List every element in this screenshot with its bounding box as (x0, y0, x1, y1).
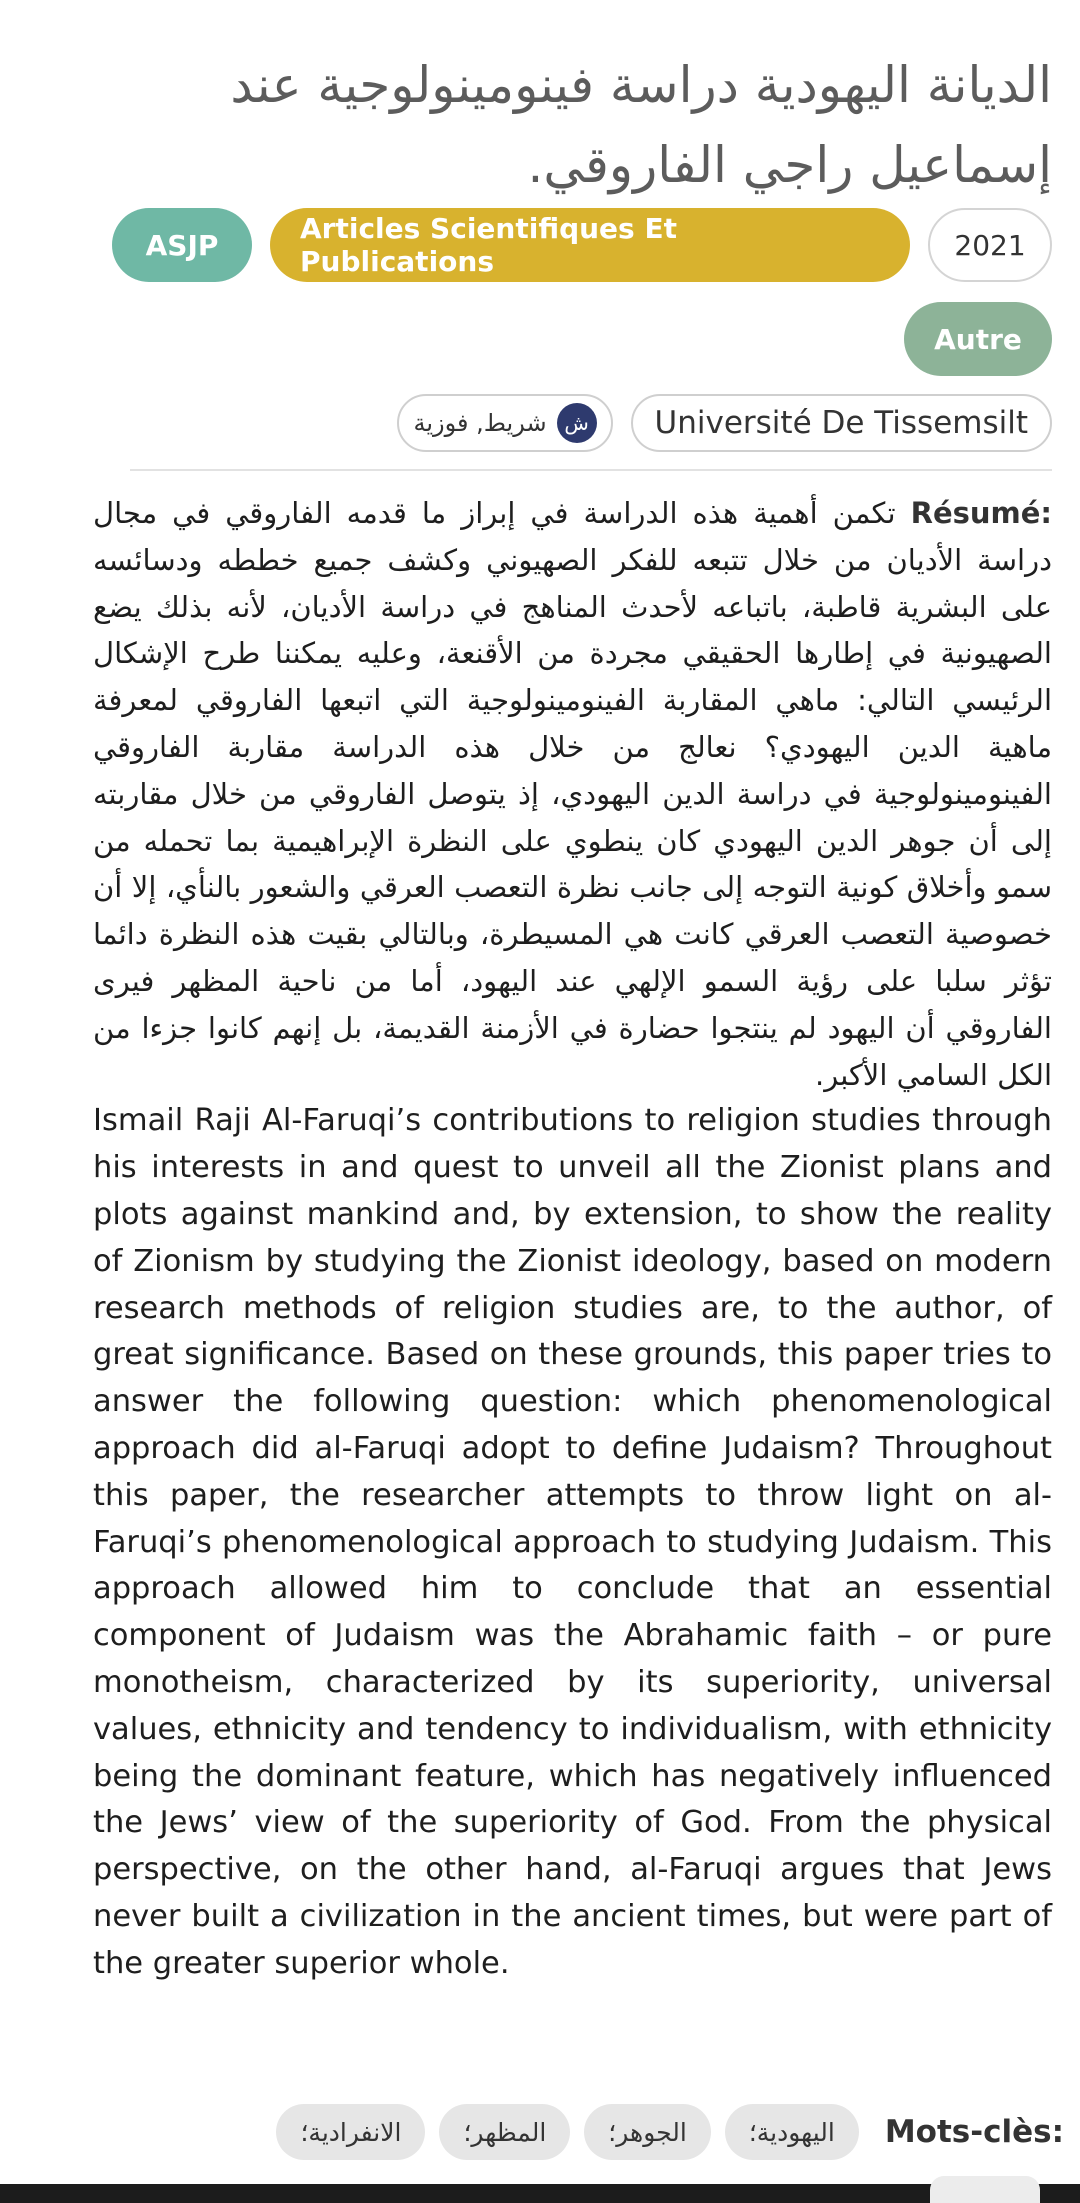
article-title: الديانة اليهودية دراسة فينومينولوجية عند إسماعيل راجي الفاروقي. (230, 56, 1052, 194)
university-chip[interactable]: Université De Tissemsilt (631, 394, 1052, 452)
keywords-row (190, 2104, 1064, 2160)
divider (130, 469, 1052, 471)
tags-row (100, 208, 1052, 282)
category-badge[interactable]: Articles Scientifiques Et Publications (270, 208, 910, 282)
type-badge[interactable]: Autre (904, 302, 1052, 376)
abstract-arabic (93, 490, 1052, 1098)
avatar: ش (557, 403, 597, 443)
keyword-chip[interactable]: اليهودية؛ (725, 2104, 859, 2160)
year-badge[interactable]: 2021 (928, 208, 1052, 282)
source-badge[interactable]: ASJP (112, 208, 252, 282)
keyword-chip[interactable]: الانفرادية؛ (276, 2104, 425, 2160)
keyword-chip[interactable]: الجوهر؛ (584, 2104, 711, 2160)
author-name: شريط, فوزية (413, 409, 547, 437)
abstract (93, 490, 1052, 1988)
affiliation-row (397, 394, 1052, 452)
bottom-sheet-handle[interactable] (930, 2176, 1040, 2203)
author-chip[interactable] (397, 394, 612, 452)
abstract-arabic-text: تكمن أهمية هذه الدراسة في إبراز ما قدمه الفاروقي في مجال دراسة الأديان من خلال تتبعه للفكر الصهيوني وكشف جميع خططه ودسائسه على البشرية قاطبة، باتباعه لأحدث المناهج في دراسة الأديان، لأنه بذلك يضع الصهيونية في إطارها الحقيقي مجردة من الأقنعة، وعليه يمكننا طرح الإشكال الرئيسي التالي: ماهي المقاربة الفينومينولوجية التي اتبعها الفاروقي لمعرفة ماهية الدين اليهودي؟ نعالج من خلال هذه الدراسة مقاربة الفاروقي الفينومينولوجية في دراسة الدين اليهودي، إذ يتوصل الفاروقي من خلال مقاربته إلى أن جوهر الدين اليهودي كان ينطوي على النظرة الإبراهيمية بما تحمله من سمو وأخلاق كونية التوجه إلى جانب نظرة التعصب العرقي والشعور بالنأي، إلا أن خصوصية التعصب العرقي كانت هي المسيطرة، وبالتالي بقيت هذه النظرة دائما تؤثر سلبا على رؤية السمو الإلهي عند اليهود، أما من ناحية المظهر فيرى الفاروقي أن اليهود لم ينتجوا حضارة في الأزمنة القديمة، بل إنهم كانوا جزءا من الكل السامي الأكبر. (93, 496, 1052, 1092)
keyword-chip[interactable]: المظهر؛ (439, 2104, 570, 2160)
keywords-label: Mots-clès: (884, 2114, 1064, 2150)
bottom-bar (0, 2184, 1080, 2203)
abstract-english-text: Ismail Raji Al-Faruqi’s contributions to religion studies through his interests in and quest to unveil all the Zionist plans and plots against mankind and, by extension, to show the reality of Zionism by studying the Zionist ideology, based on modern research methods of religion studies are, to the author, of great significance. Based on these grounds, this paper tries to answer the following question: which phenomenological approach did al-Faruqi adopt to define Judaism? Throughout this paper, the researcher attempts to throw light on al-Faruqi’s phenomenological approach to studying Judaism. This approach allowed him to conclude that an essential component of Judaism was the Abrahamic faith – or pure monotheism, characterized by its superiority, universal values, ethnicity and tendency to individualism, with ethnicity being the dominant feature, which has negatively influenced the Jews’ view of the superiority of God. From the physical perspective, on the other hand, al-Faruqi argues that Jews never built a civilization in the ancient times, but were part of the greater superior whole. (93, 1103, 1052, 1981)
abstract-label: Résumé: (910, 496, 1053, 530)
